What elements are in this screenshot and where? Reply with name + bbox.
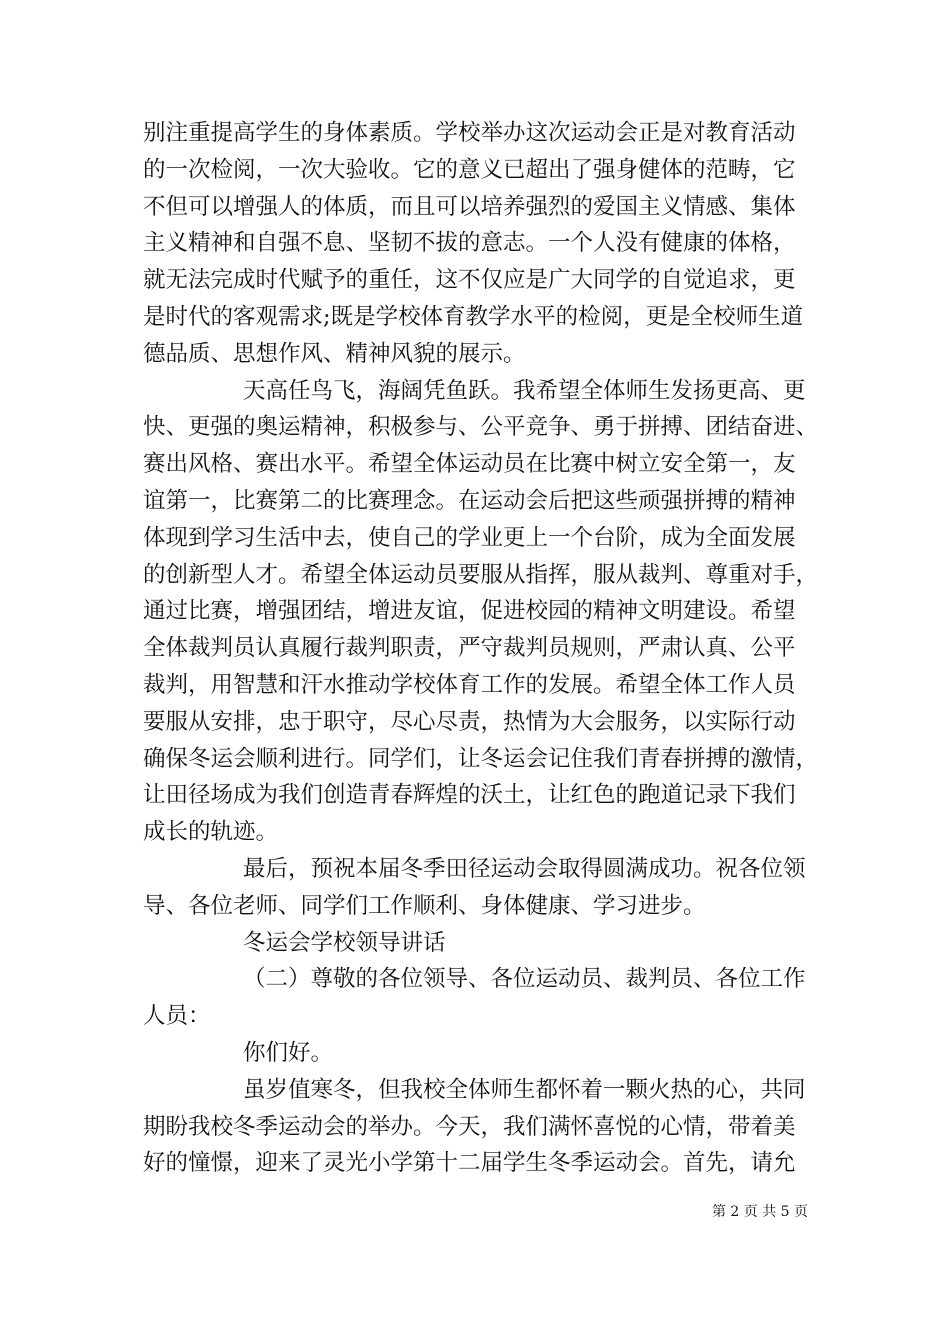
text-line: 人员： (143, 1003, 211, 1030)
paragraph-start: （二）尊敬的各位领导、各位运动员、裁判员、各位工作 (243, 966, 806, 993)
text-line: 通过比赛，增强团结，增进友谊，促进校园的精神文明建设。希望 (143, 598, 796, 625)
text-line: 主义精神和自强不息、坚韧不拔的意志。一个人没有健康的体格， (143, 230, 796, 257)
text-line: 赛出风格、赛出水平。希望全体运动员在比赛中树立安全第一，友 (143, 451, 796, 478)
text-line: 不但可以增强人的体质，而且可以培养强烈的爱国主义情感、集体 (143, 193, 796, 220)
paragraph-start: 虽岁值寒冬，但我校全体师生都怀着一颗火热的心，共同 (243, 1076, 806, 1103)
paragraph-start: 最后，预祝本届冬季田径运动会取得圆满成功。祝各位领 (243, 855, 806, 882)
page-number-footer: 第 2 页 共 5 页 (711, 1204, 809, 1220)
text-line: 导、各位老师、同学们工作顺利、身体健康、学习进步。 (143, 892, 706, 919)
greeting: 你们好。 (243, 1039, 334, 1066)
text-line: 快、更强的奥运精神，积极参与、公平竞争、勇于拼搏、团结奋进、 (143, 414, 819, 441)
text-line: 全体裁判员认真履行裁判职责，严守裁判员规则，严肃认真、公平 (143, 635, 796, 662)
text-line: 体现到学习生活中去，使自己的学业更上一个台阶，成为全面发展 (143, 524, 796, 551)
text-line: 德品质、思想作风、精神风貌的展示。 (143, 340, 526, 367)
text-line: 别注重提高学生的身体素质。学校举办这次运动会正是对教育活动 (143, 120, 796, 146)
text-line: 成长的轨迹。 (143, 819, 279, 846)
text-line: 就无法完成时代赋予的重任，这不仅应是广大同学的自觉追求，更 (143, 267, 796, 294)
text-line: 期盼我校冬季运动会的举办。今天，我们满怀喜悦的心情，带着美 (143, 1113, 796, 1140)
text-line: 的创新型人才。希望全体运动员要服从指挥，服从裁判、尊重对手， (143, 561, 819, 588)
text-line: 的一次检阅，一次大验收。它的意义已超出了强身健体的范畴，它 (143, 156, 796, 183)
section-title: 冬运会学校领导讲话 (243, 929, 446, 956)
text-line: 确保冬运会顺利进行。同学们，让冬运会记住我们青春拼搏的激情， (143, 745, 819, 772)
text-line: 谊第一，比赛第二的比赛理念。在运动会后把这些顽强拼搏的精神 (143, 487, 796, 514)
paragraph-start: 天高任鸟飞，海阔凭鱼跃。我希望全体师生发扬更高、更 (243, 377, 806, 404)
text-line: 是时代的客观需求;既是学校体育教学水平的检阅，更是全校师生道 (143, 303, 804, 330)
text-line: 让田径场成为我们创造青春辉煌的沃土，让红色的跑道记录下我们 (143, 782, 796, 809)
text-line: 要服从安排，忠于职守，尽心尽责，热情为大会服务，以实际行动 (143, 708, 796, 735)
text-line: 好的憧憬，迎来了灵光小学第十二届学生冬季运动会。首先，请允 (143, 1150, 796, 1177)
document-body (143, 115, 819, 1182)
text-line: 裁判，用智慧和汗水推动学校体育工作的发展。希望全体工作人员 (143, 671, 796, 698)
